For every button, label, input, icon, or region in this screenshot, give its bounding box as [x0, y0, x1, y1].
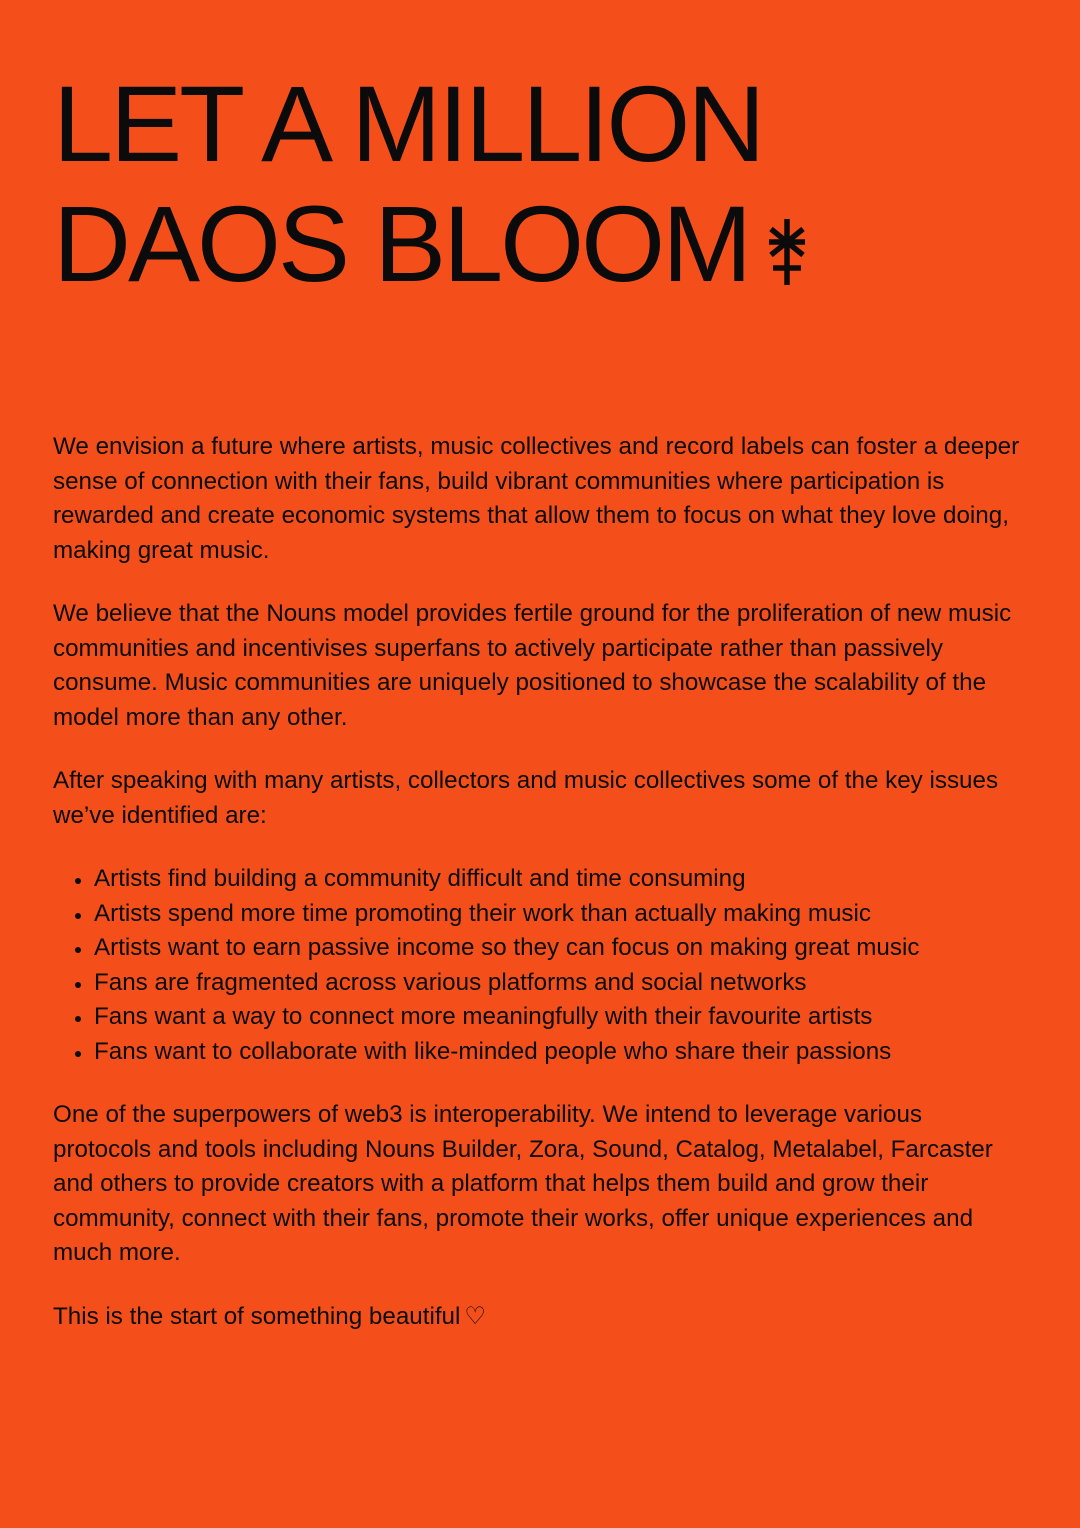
list-item: • Artists want to earn passive income so they can focus on making great music [93, 931, 1024, 966]
heart-icon: ♡ [464, 1302, 487, 1330]
headline-line-2 [53, 184, 1024, 304]
manifesto-body [53, 430, 1024, 1334]
list-item: • Artists spend more time promoting their work than actually making music [93, 897, 1024, 932]
key-issues-list [53, 862, 1024, 1069]
headline-line-2-text: DAOS BLOOM [53, 183, 750, 304]
list-item: • Artists find building a community difficult and time consuming [93, 862, 1024, 897]
list-item: • Fans want a way to connect more meaningfully with their favourite artists [93, 1000, 1024, 1035]
list-item: • Fans want to collaborate with like-minded people who share their passions [93, 1035, 1024, 1070]
interoperability-paragraph: One of the superpowers of web3 is interoperability. We intend to leverage various protocols and tools including Nouns Builder, Zora, Sound, Catalog, Metalabel, Farcaster and others to provide creators with a platform that helps them build and grow their community, connect with their fans, promote their works, offer unique experiences and much more. [53, 1101, 993, 1266]
belief-paragraph: We believe that the Nouns model provides fertile ground for the proliferation of new music communities and incentivises superfans to actively participate rather than passively consume. Music communities are uniquely positioned to showcase the scalability of the model more than any other. [53, 600, 1012, 731]
page-headline [53, 64, 1024, 304]
issues-intro-paragraph: After speaking with many artists, collectors and music collectives some of the key issues we’ve identified are: [53, 767, 999, 829]
vision-paragraph: We envision a future where artists, music collectives and record labels can foster a deeper sense of connection with their fans, build vibrant communities where participation is rewarded and create economic systems that allow them to focus on what they love doing, making great music. [53, 433, 1020, 564]
flower-asterisk-icon [767, 219, 807, 285]
closing-line [53, 1300, 1024, 1335]
headline-line-1: LET A MILLION [53, 63, 763, 184]
list-item: • Fans are fragmented across various platforms and social networks [93, 966, 1024, 1001]
closing-text: This is the start of something beautiful [53, 1302, 461, 1330]
